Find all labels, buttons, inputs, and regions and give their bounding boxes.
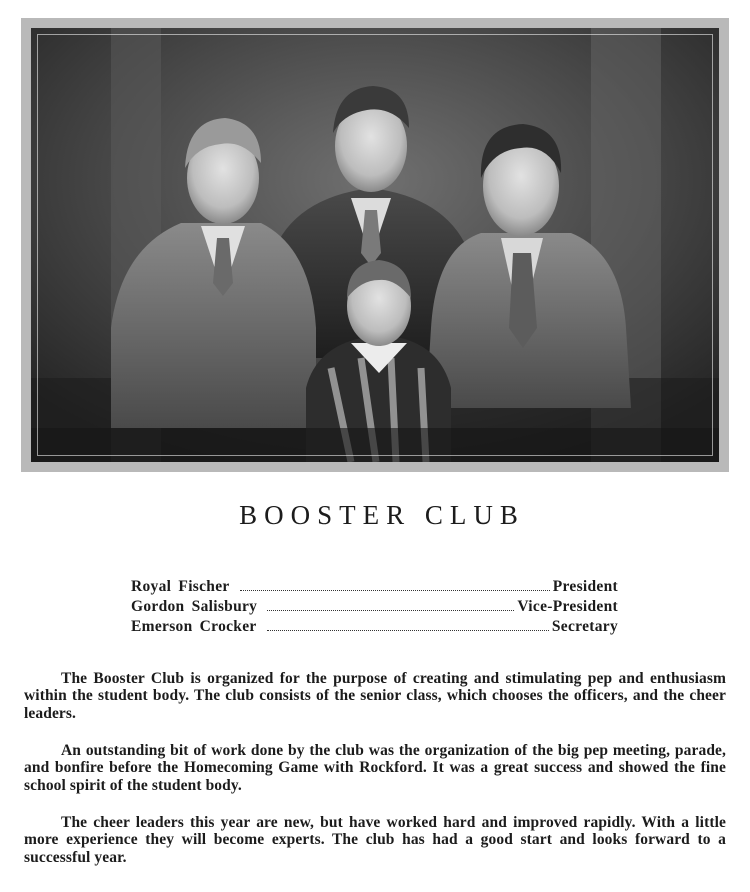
group-photo <box>31 28 719 462</box>
officer-name: Emerson Crocker <box>131 618 257 635</box>
officer-role: Secretary <box>551 618 618 635</box>
page-title: BOOSTER CLUB <box>239 500 525 530</box>
officer-name: Gordon Salisbury <box>131 598 258 615</box>
officer-name: Royal Fischer <box>131 578 230 595</box>
dotted-leader <box>240 589 550 591</box>
paragraph-cheer-leaders: The cheer leaders this year are new, but have worked hard and improved rapidly. With a little more experience they will become experts. The club has had a good start and looks forward to a successful year. <box>24 814 726 866</box>
group-photo-illustration <box>31 28 719 462</box>
paragraph-activities: An outstanding bit of work done by the club was the organization of the big pep meeting, parade, and bonfire before the Homecoming Game with Rockford. It was a great success and showed the fine school spirit of the student body. <box>24 742 726 794</box>
photo-mount <box>21 18 729 472</box>
officer-role: Vice-President <box>517 598 618 615</box>
officers-list <box>131 578 618 638</box>
dotted-leader <box>267 609 514 611</box>
officer-row <box>131 618 618 638</box>
officer-row <box>131 578 618 598</box>
paragraph-purpose: The Booster Club is organized for the purpose of creating and stimulating pep and enthusiasm within the student body. The club consists of the senior class, which chooses the officers, and the cheer leaders. <box>24 670 726 722</box>
officer-role: President <box>552 578 618 595</box>
dotted-leader <box>267 629 549 631</box>
officer-row <box>131 598 618 618</box>
